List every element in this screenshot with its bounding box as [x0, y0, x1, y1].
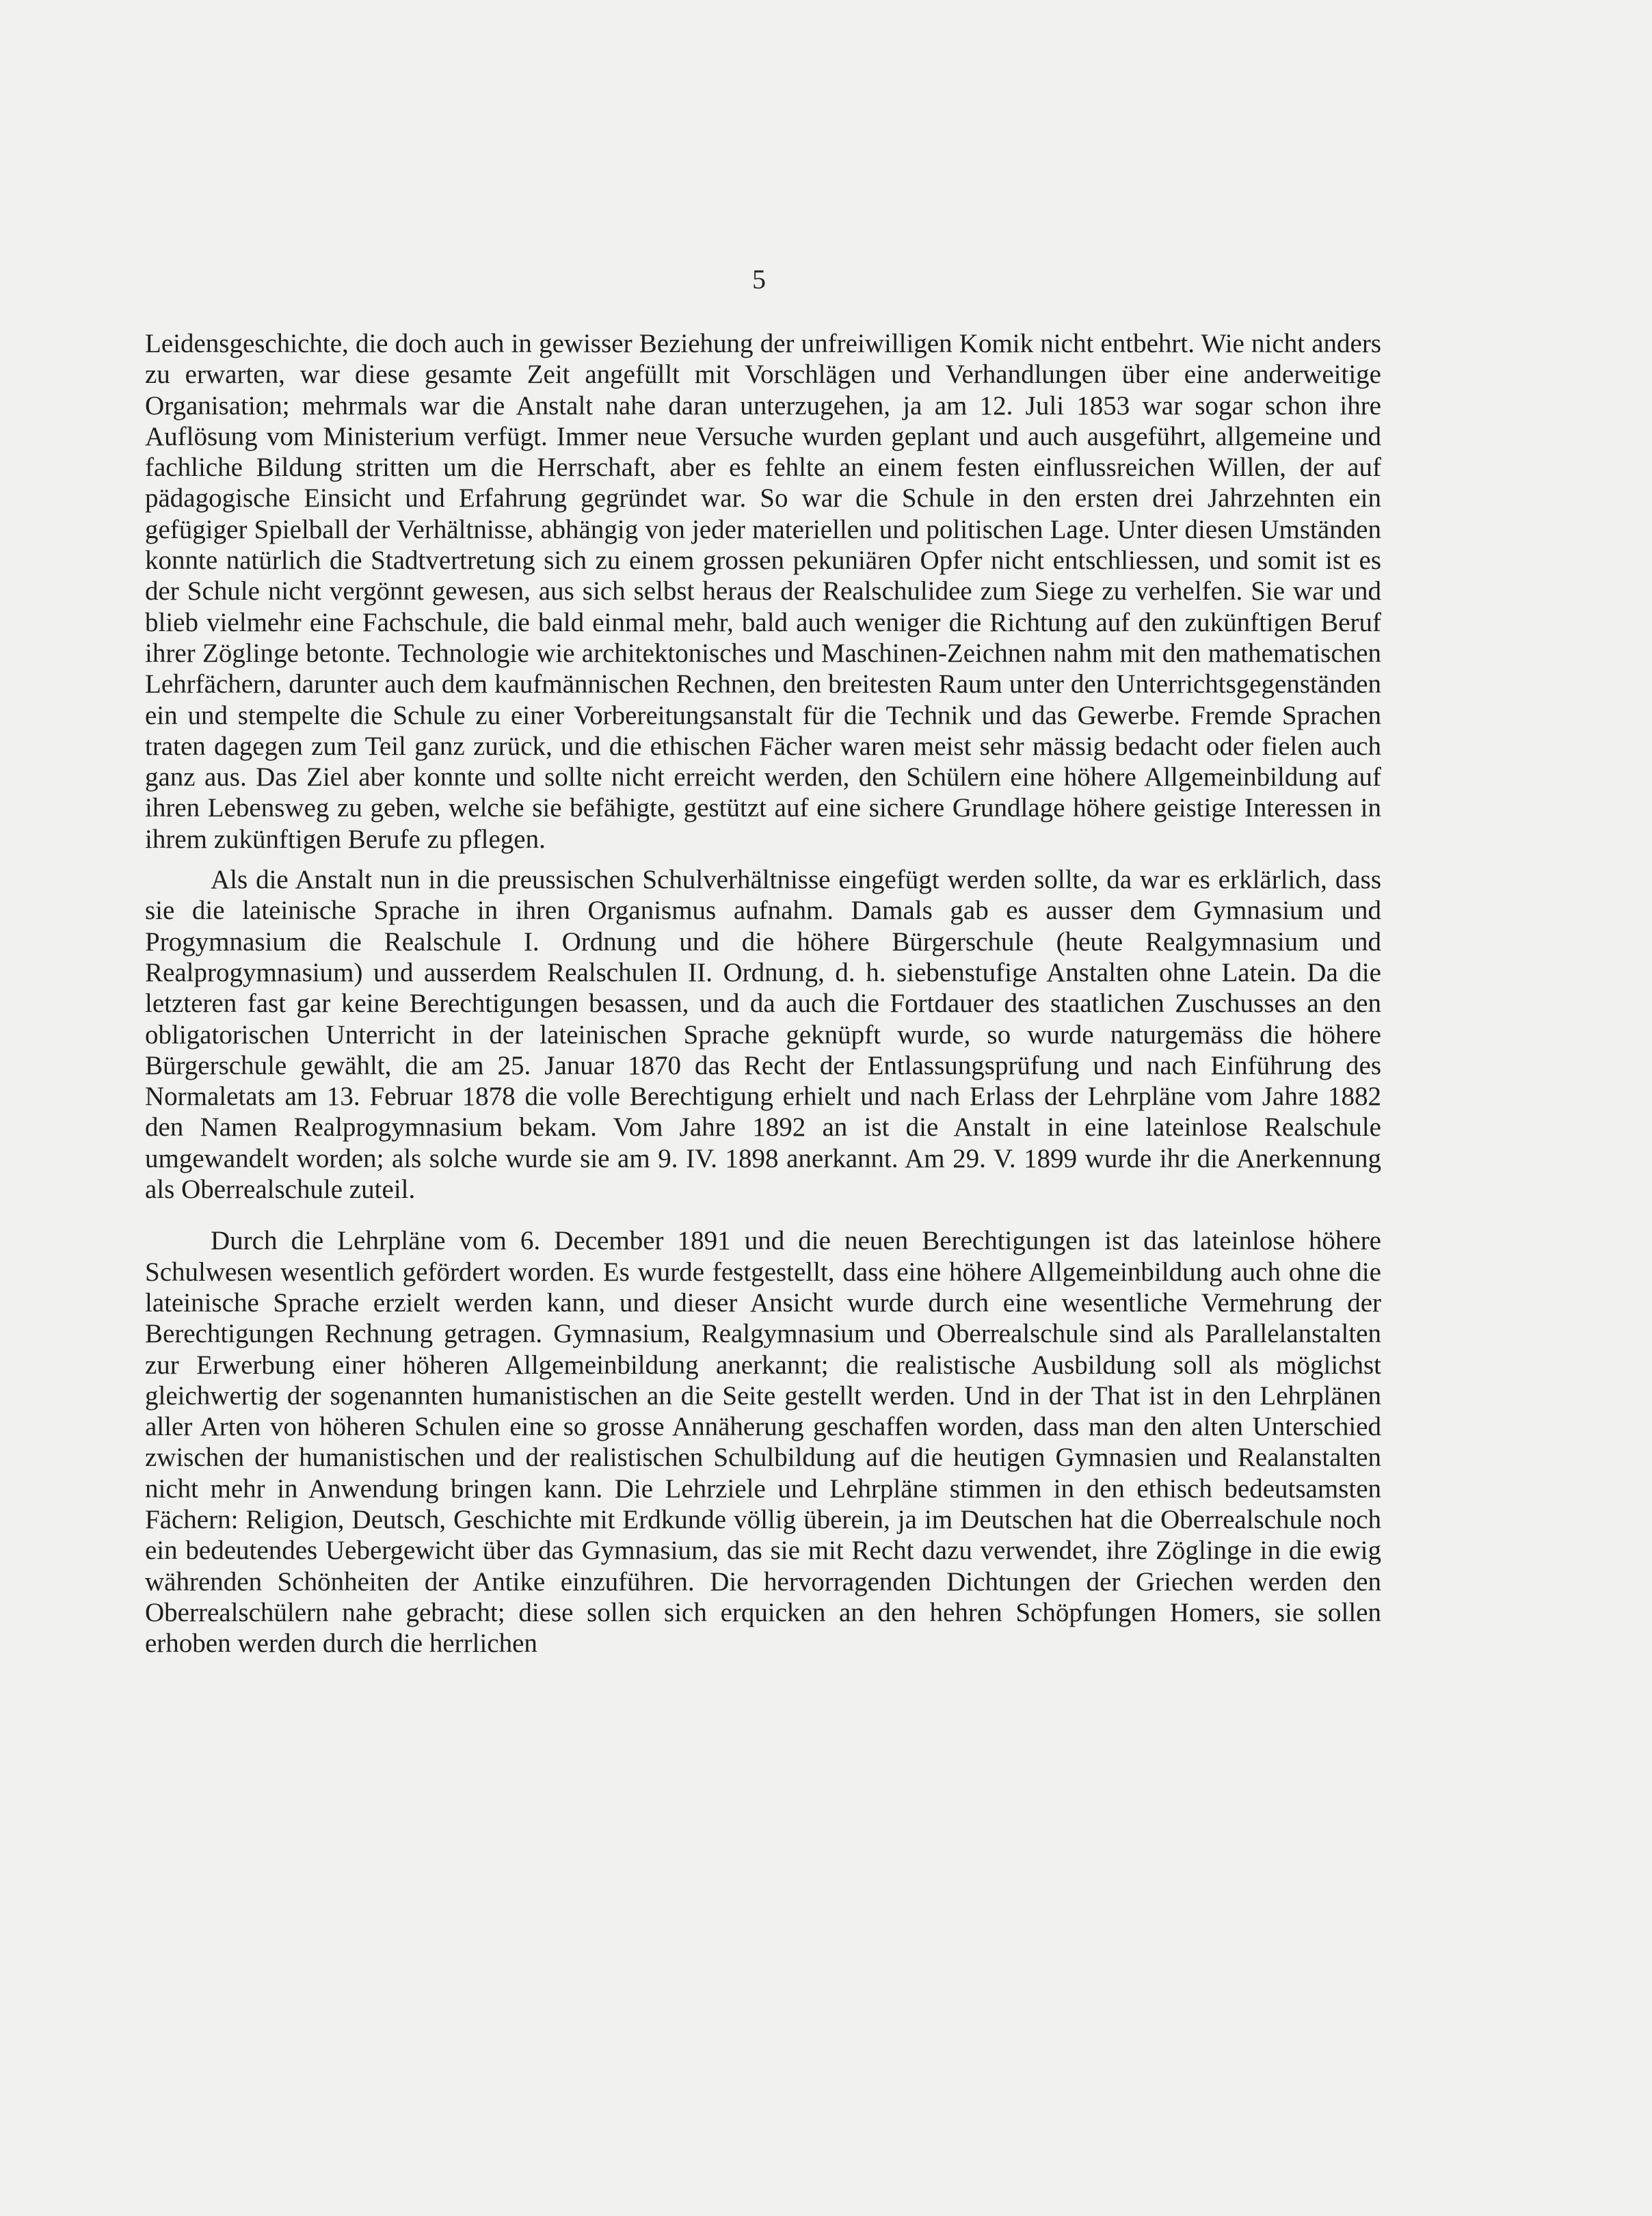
paragraph-1: Leidensgeschichte, die doch auch in gewisser Beziehung der unfreiwilligen Komik nicht entbehrt. Wie nicht anders zu erwarten, war diese gesamte Zeit angefüllt mit Vorschlägen und Verhandlungen über eine anderweitige Organisation; mehrmals war die Anstalt nahe daran unterzugehen, ja am 12. Juli 1853 war sogar schon ihre Auflösung vom Ministerium verfügt. Immer neue Versuche wurden geplant und auch ausgeführt, allgemeine und fachliche Bildung stritten um die Herrschaft, aber es fehlte an einem festen einflussreichen Willen, der auf pädagogische Einsicht und Erfahrung gegründet war. So war die Schule in den ersten drei Jahrzehnten ein gefügiger Spielball der Verhältnisse, abhängig von jeder materiellen und politischen Lage. Unter diesen Umständen konnte natürlich die Stadtvertretung sich zu einem grossen pekuniären Opfer nicht entschliessen, und somit ist es der Schule nicht vergönnt gewesen, aus sich selbst heraus der Realschulidee zum Siege zu verhelfen. Sie war und blieb vielmehr eine Fachschule, die bald einmal mehr, bald auch weniger die Richtung auf den zukünftigen Beruf ihrer Zöglinge betonte. Technologie wie architektonisches und Maschinen-Zeichnen nahm mit den mathematischen Lehrfächern, darunter auch dem kaufmännischen Rechnen, den breitesten Raum unter den Unterrichtsgegenständen ein und stempelte die Schule zu einer Vorbereitungsanstalt für die Technik und das Gewerbe. Fremde Sprachen traten dagegen zum Teil ganz zurück, und die ethischen Fächer waren meist sehr mässig bedacht oder fielen auch ganz aus. Das Ziel aber konnte und sollte nicht erreicht werden, den Schülern eine höhere Allgemeinbildung auf ihren Lebensweg zu geben, welche sie befähigte, gestützt auf eine sichere Grundlage höhere geistige Interessen in ihrem zukünftigen Berufe zu pflegen.: [145, 329, 1381, 854]
page-number: 5: [752, 264, 766, 295]
paragraph-3: Durch die Lehrpläne vom 6. December 1891 und die neuen Berechtigungen ist das lateinlose höhere Schulwesen wesentlich gefördert worden. Es wurde festgestellt, dass eine höhere Allgemeinbildung auch ohne die lateinische Sprache erzielt werden kann, und dieser Ansicht wurde durch eine wesentliche Vermehrung der Berechtigungen Rechnung getragen. Gymnasium, Realgymnasium und Oberrealschule sind als Parallelanstalten zur Erwerbung einer höheren Allgemeinbildung anerkannt; die realistische Ausbildung soll als möglichst gleichwertig der sogenannten humanistischen an die Seite gestellt werden. Und in der That ist in den Lehrplänen aller Arten von höheren Schulen eine so grosse Annäherung geschaffen worden, dass man den alten Unterschied zwischen der humanistischen und der realistischen Schulbildung auf die heutigen Gymnasien und Realanstalten nicht mehr in Anwendung bringen kann. Die Lehrziele und Lehrpläne stimmen in den ethisch bedeutsamsten Fächern: Religion, Deutsch, Geschichte mit Erdkunde völlig überein, ja im Deutschen hat die Oberrealschule noch ein bedeutendes Uebergewicht über das Gymnasium, das sie mit Recht dazu verwendet, ihre Zöglinge in die ewig währenden Schönheiten der Antike einzuführen. Die hervorragenden Dichtungen der Griechen werden den Oberrealschülern nahe gebracht; diese sollen sich erquicken an den hehren Schöpfungen Homers, sie sollen erhoben werden durch die herrlichen: [145, 1226, 1381, 1659]
body-text: [145, 328, 1381, 1659]
paragraph-2: Als die Anstalt nun in die preussischen Schulverhältnisse eingefügt werden sollte, da war es erklärlich, dass sie die lateinische Sprache in ihren Organismus aufnahm. Damals gab es ausser dem Gymnasium und Progymnasium die Realschule I. Ordnung und die höhere Bürgerschule (heute Realgymnasium und Realprogymnasium) und ausserdem Realschulen II. Ordnung, d. h. siebenstufige Anstalten ohne Latein. Da die letzteren fast gar keine Berechtigungen besassen, und da auch die Fortdauer des staatlichen Zuschusses an den obligatorischen Unterricht in der lateinischen Sprache geknüpft wurde, so wurde naturgemäss die höhere Bürgerschule gewählt, die am 25. Januar 1870 das Recht der Entlassungsprüfung und nach Einführung des Normaletats am 13. Februar 1878 die volle Berechtigung erhielt und nach Erlass der Lehrpläne vom Jahre 1882 den Namen Realprogymnasium bekam. Vom Jahre 1892 an ist die Anstalt in eine lateinlose Realschule umgewandelt worden; als solche wurde sie am 9. IV. 1898 anerkannt. Am 29. V. 1899 wurde ihr die Anerkennung als Oberrealschule zuteil.: [145, 865, 1381, 1205]
